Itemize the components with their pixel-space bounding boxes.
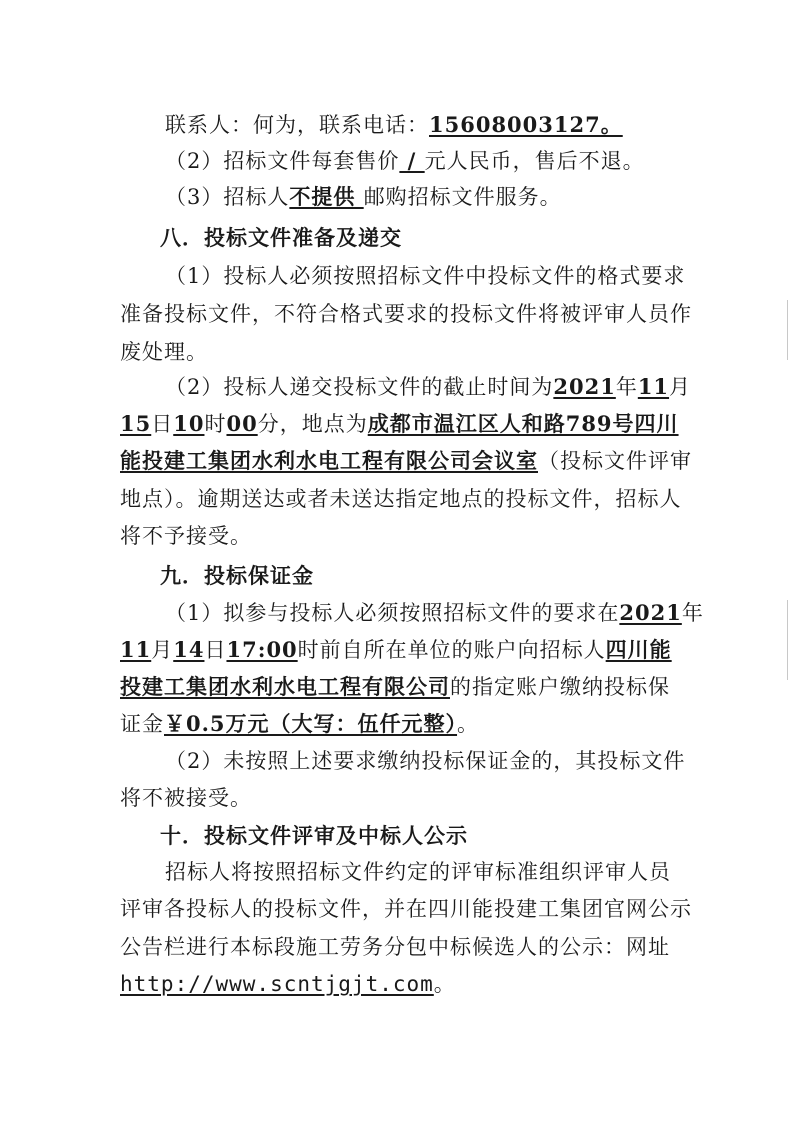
deadline-year: 2021: [553, 374, 616, 399]
s9-p1-line1: （1）拟参与投标人必须按照招标文件的要求在2021年: [165, 600, 704, 625]
s9-p1-line3: 投建工集团水利水电工程有限公司的指定账户缴纳投标保: [120, 674, 670, 699]
s8-p2-line4: 地点）。逾期送达或者未送达指定地点的投标文件，招标人: [120, 487, 682, 511]
s8-p1-line3: 废处理。: [120, 340, 208, 364]
section-9-title: 九．投标保证金: [160, 564, 314, 588]
s8-p1-line1: （1）投标人必须按照招标文件中投标文件的格式要求: [165, 264, 686, 288]
s9-p2-line2: 将不被接受。: [120, 786, 252, 810]
sale-price: /: [399, 148, 425, 173]
s10-line3: 公告栏进行本标段施工劳务分包中标候选人的公示：网址: [120, 935, 670, 959]
s10-line4: http://www.scntjgjt.com。: [120, 972, 456, 996]
contact-phone: 15608003127。: [429, 112, 623, 137]
sale-line: （2）招标文件每套售价 / 元人民币，售后不退。: [165, 148, 645, 173]
s10-line2: 评审各投标人的投标文件，并在四川能投建工集团官网公示: [120, 897, 692, 921]
website-url[interactable]: http://www.scntjgjt.com: [120, 972, 434, 996]
deadline-hour: 10: [173, 411, 205, 436]
section-8-title: 八．投标文件准备及递交: [160, 226, 402, 250]
s8-p2-line5: 将不予接受。: [120, 524, 252, 548]
s8-p1-line2: 准备投标文件，不符合格式要求的投标文件将被评审人员作: [120, 302, 692, 326]
page-edge-mark: [787, 600, 788, 680]
bond-amount: ￥0.5万元（大写：伍仟元整）: [164, 711, 458, 736]
section-10-title: 十．投标文件评审及中标人公示: [160, 824, 468, 848]
bond-year: 2021: [619, 600, 682, 625]
s8-p2-line3: 能投建工集团水利水电工程有限公司会议室（投标文件评审: [120, 448, 692, 473]
bond-org-part2: 投建工集团水利水电工程有限公司: [120, 674, 450, 699]
mail-value: 不提供: [289, 184, 364, 209]
page-edge-mark: [787, 300, 788, 360]
deadline-month: 11: [637, 374, 670, 399]
s9-p1-line4: 证金￥0.5万元（大写：伍仟元整）。: [120, 711, 480, 736]
location-part1: 成都市温江区人和路789号四川: [367, 411, 679, 436]
bond-time: 17:00: [226, 637, 298, 662]
bond-org-part1: 四川能: [605, 637, 672, 662]
bond-month: 11: [120, 637, 152, 662]
deadline-minute: 00: [226, 411, 258, 436]
s9-p1-line2: 11月14日17:00时前自所在单位的账户向招标人四川能: [120, 637, 672, 662]
location-part2: 能投建工集团水利水电工程有限公司会议室: [120, 448, 538, 473]
bond-day: 14: [173, 637, 205, 662]
s8-p2-line1: （2）投标人递交投标文件的截止时间为2021年11月: [165, 374, 692, 399]
s10-line1: 招标人将按照招标文件约定的评审标准组织评审人员: [165, 860, 671, 884]
s9-p2-line1: （2）未按照上述要求缴纳投标保证金的，其投标文件: [165, 749, 686, 773]
contact-line: 联系人：何为，联系电话：15608003127。: [165, 112, 623, 137]
mail-line: （3）招标人不提供 邮购招标文件服务。: [165, 184, 562, 209]
s8-p2-line2: 15日10时00分，地点为成都市温江区人和路789号四川: [120, 411, 679, 436]
deadline-day: 15: [120, 411, 152, 436]
